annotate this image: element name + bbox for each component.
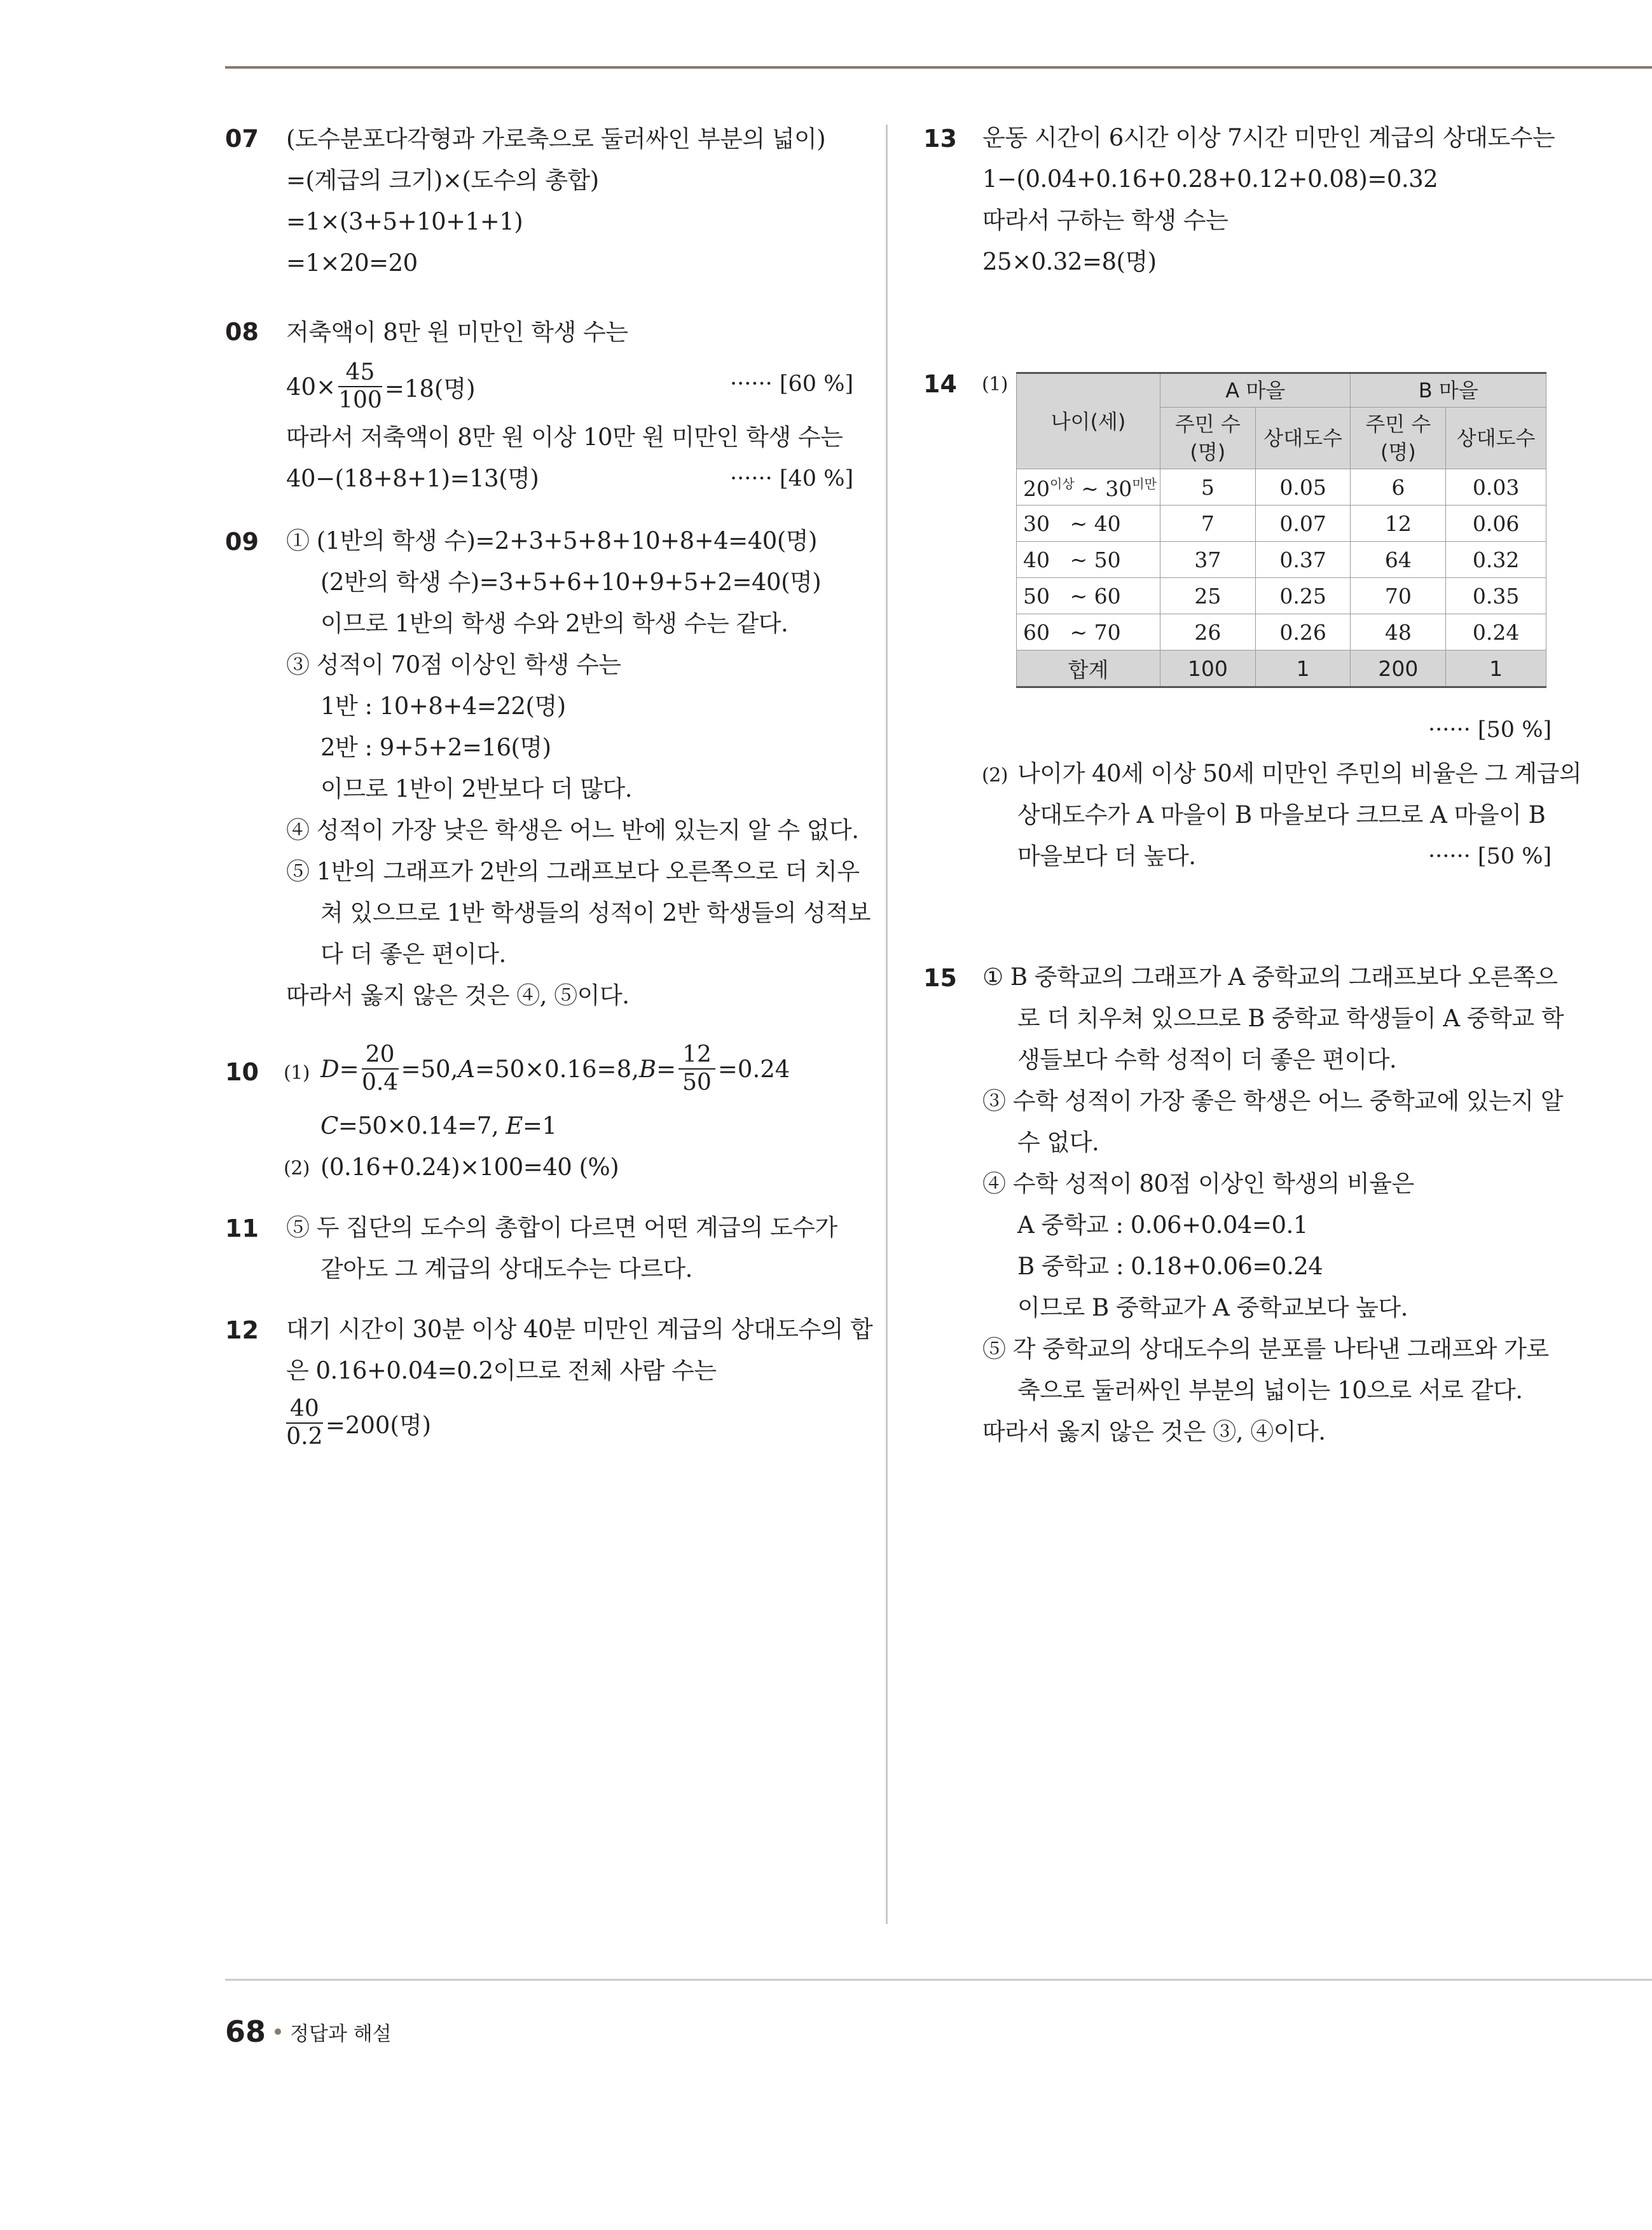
header-rel-b: 상대도수 [1446, 408, 1546, 469]
p08-line-1: 저축액이 8만 원 미만인 학생 수는 [286, 319, 628, 346]
p12-line-2: 은 0.16+0.04=0.2이므로 전체 사람 수는 [286, 1357, 717, 1384]
header-pop-b-label: 주민 수 [1365, 412, 1431, 436]
table-row [1017, 469, 1546, 506]
header-pop-a [1160, 408, 1255, 469]
total-label: 합계 [1017, 650, 1160, 687]
cell-rel-a: 0.25 [1255, 578, 1351, 614]
cell-pop-a: 7 [1160, 506, 1255, 542]
p08-frac-post: =18(명) [384, 375, 476, 403]
header-village-b: B 마을 [1351, 373, 1546, 408]
cell-pop-b: 64 [1351, 542, 1446, 578]
problem-number-08: 08 [225, 318, 259, 346]
p10-mark-1: (1) [284, 1062, 310, 1084]
p14-score-mark-2: ······ [50 %] [1428, 844, 1552, 869]
p12-frac-post: =200(명) [325, 1412, 432, 1439]
cell-pop-a: 37 [1160, 542, 1255, 578]
cell-pop-b: 6 [1351, 469, 1446, 506]
header-village-a: A 마을 [1160, 373, 1351, 408]
cell-pop-b: 12 [1351, 506, 1446, 542]
p13-line-1: 운동 시간이 6시간 이상 7시간 미만인 계급의 상대도수는 [982, 124, 1555, 151]
class-cell: 60 ~ 70 [1017, 614, 1160, 650]
p09-line-6: 2반 : 9+5+2=16(명) [320, 734, 551, 761]
cell-rel-b: 0.03 [1446, 469, 1546, 506]
p14-line-1: 나이가 40세 이상 50세 미만인 주민의 비율은 그 계급의 [1017, 760, 1582, 787]
header-rel-a: 상대도수 [1255, 408, 1351, 469]
class-sup-below: 미만 [1132, 476, 1157, 492]
problem-number-12: 12 [225, 1316, 259, 1344]
p14-mark-2: (2) [982, 764, 1008, 787]
class-lo: 20 [1023, 476, 1050, 501]
p10-var-e: E [506, 1112, 523, 1139]
p10-eq-2: = [656, 1055, 677, 1083]
p08-fraction-line [286, 359, 476, 414]
p10-frac2-num: 12 [678, 1042, 715, 1070]
p10-var-a: A [458, 1055, 476, 1083]
p15-line-10: ⑤ 각 중학교의 상대도수의 분포를 나타낸 그래프와 가로 [982, 1335, 1549, 1363]
class-cell [1017, 469, 1160, 506]
p08-line-3: 따라서 저축액이 8만 원 이상 10만 원 미만인 학생 수는 [286, 423, 843, 451]
p07-line-2: =(계급의 크기)×(도수의 총합) [286, 167, 599, 194]
problem-number-15: 15 [923, 964, 957, 992]
p08-score-mark-2: ······ [40 %] [730, 466, 854, 492]
class-cell: 50 ~ 60 [1017, 578, 1160, 614]
header-pop-a-unit: (명) [1190, 440, 1226, 464]
p15-line-8: B 중학교 : 0.18+0.06=0.24 [1017, 1253, 1323, 1280]
problem-number-14: 14 [923, 370, 957, 398]
class-cell: 30 ~ 40 [1017, 506, 1160, 542]
p15-line-4: ③ 수학 성적이 가장 좋은 학생은 어느 중학교에 있는지 알 [982, 1087, 1564, 1115]
total-pop-a: 100 [1160, 650, 1255, 687]
cell-rel-a: 0.07 [1255, 506, 1351, 542]
p10-line2-mid: =50×0.14=7, [338, 1112, 506, 1139]
p10-var-b: B [638, 1055, 657, 1083]
p13-line-3: 따라서 구하는 학생 수는 [982, 207, 1229, 234]
cell-rel-a: 0.05 [1255, 469, 1351, 506]
p15-line-1: ① B 중학교의 그래프가 A 중학교의 그래프보다 오른쪽으 [982, 963, 1558, 991]
p10-var-c: C [320, 1112, 338, 1139]
p11-line-2: 같아도 그 계급의 상대도수는 다르다. [320, 1255, 692, 1283]
table-total-row [1017, 650, 1546, 687]
p08-line-4: 40−(18+8+1)=13(명) [286, 465, 539, 492]
p14-score-mark-1: ······ [50 %] [1428, 717, 1552, 743]
p09-line-1: ① (1반의 학생 수)=2+3+5+8+10+8+4=40(명) [286, 527, 817, 554]
p14-line-3: 마을보다 더 높다. [1017, 843, 1196, 870]
p10-eq-1: = [339, 1055, 359, 1083]
p07-line-4: =1×20=20 [286, 249, 418, 277]
cell-pop-a: 5 [1160, 469, 1255, 506]
p09-line-7: 이므로 1반이 2반보다 더 많다. [320, 775, 633, 802]
p08-score-mark-1: ······ [60 %] [730, 371, 854, 397]
class-sup-above: 이상 [1050, 476, 1075, 492]
problem-number-10: 10 [225, 1058, 259, 1086]
header-pop-a-label: 주민 수 [1174, 412, 1241, 436]
p15-line-11: 축으로 둘러싸인 부분의 넓이는 10으로 서로 같다. [1017, 1377, 1523, 1404]
p10-line-1 [320, 1042, 790, 1096]
p15-line-2: 로 더 치우쳐 있으므로 B 중학교 학생들이 A 중학교 학 [1017, 1005, 1564, 1032]
p10-var-d: D [320, 1055, 340, 1083]
p12-fraction-line [284, 1396, 431, 1450]
p08-frac-pre: 40× [286, 373, 336, 401]
p14-mark-1: (1) [982, 373, 1008, 396]
p08-frac-den: 100 [338, 387, 382, 413]
p09-line-10: 쳐 있으므로 1반 학생들의 성적이 2반 학생들의 성적보 [320, 899, 871, 926]
column-divider [886, 125, 888, 1924]
p12-frac-den: 0.2 [286, 1424, 323, 1450]
table-row [1017, 614, 1546, 650]
p10-end-1: =0.24 [717, 1055, 790, 1083]
p09-line-4: ③ 성적이 70점 이상인 학생 수는 [286, 651, 621, 678]
class-mid: ~ 30 [1074, 476, 1132, 501]
p09-line-2: (2반의 학생 수)=3+5+6+10+9+5+2=40(명) [320, 568, 822, 596]
cell-pop-a: 26 [1160, 614, 1255, 650]
page-footer [225, 2014, 392, 2049]
header-pop-b [1351, 408, 1446, 469]
p13-line-4: 25×0.32=8(명) [982, 248, 1157, 275]
p15-line-3: 생들보다 수학 성적이 더 좋은 편이다. [1017, 1046, 1397, 1073]
p08-frac-num: 45 [338, 359, 382, 387]
table-row [1017, 506, 1546, 542]
p12-line-1: 대기 시간이 30분 이상 40분 미만인 계급의 상대도수의 합 [286, 1316, 873, 1343]
p15-line-9: 이므로 B 중학교가 A 중학교보다 높다. [1017, 1294, 1408, 1321]
p12-frac-num: 40 [286, 1396, 323, 1424]
problem-number-11: 11 [225, 1215, 259, 1242]
cell-rel-a: 0.37 [1255, 542, 1351, 578]
top-rule [225, 66, 1652, 69]
footer-title: 정답과 해설 [290, 2022, 392, 2046]
p10-mark-2: (2) [284, 1157, 310, 1180]
p11-line-1: ⑤ 두 집단의 도수의 총합이 다르면 어떤 계급의 도수가 [286, 1214, 837, 1241]
p14-line-2: 상대도수가 A 마을이 B 마을보다 크므로 A 마을이 B [1017, 801, 1546, 829]
header-age: 나이(세) [1017, 373, 1160, 469]
header-pop-b-unit: (명) [1380, 440, 1416, 464]
table-row [1017, 542, 1546, 578]
p10-line2-end: =1 [522, 1112, 557, 1139]
problem-number-13: 13 [923, 125, 957, 153]
p07-line-3: =1×(3+5+10+1+1) [286, 208, 523, 235]
problem-number-07: 07 [225, 125, 259, 153]
p15-line-7: A 중학교 : 0.06+0.04=0.1 [1017, 1211, 1308, 1239]
class-cell: 40 ~ 50 [1017, 542, 1160, 578]
p07-line-1: (도수분포다각형과 가로축으로 둘러싸인 부분의 넓이) [286, 125, 826, 153]
frequency-table [1016, 372, 1546, 688]
p09-line-8: ④ 성적이 가장 낮은 학생은 어느 반에 있는지 알 수 없다. [286, 816, 859, 844]
cell-rel-b: 0.35 [1446, 578, 1546, 614]
p13-line-2: 1−(0.04+0.16+0.28+0.12+0.08)=0.32 [982, 165, 1438, 193]
p10-mid-2: =50×0.16=8, [475, 1055, 639, 1083]
p10-fraction-2 [678, 1042, 715, 1096]
p09-line-12: 따라서 옳지 않은 것은 ④, ⑤이다. [286, 982, 630, 1009]
p09-line-9: ⑤ 1반의 그래프가 2반의 그래프보다 오른쪽으로 더 치우 [286, 858, 860, 885]
page-number: 68 [225, 2014, 266, 2049]
footer-rule [225, 1979, 1652, 1981]
p10-line-2 [320, 1110, 556, 1142]
cell-pop-a: 25 [1160, 578, 1255, 614]
p09-line-3: 이므로 1반의 학생 수와 2반의 학생 수는 같다. [320, 610, 788, 637]
p15-line-6: ④ 수학 성적이 80점 이상인 학생의 비율은 [982, 1170, 1414, 1197]
cell-rel-b: 0.32 [1446, 542, 1546, 578]
total-rel-b: 1 [1446, 650, 1546, 687]
total-rel-a: 1 [1255, 650, 1351, 687]
p10-fraction-1 [362, 1042, 399, 1096]
p10-mid-1: =50, [401, 1055, 458, 1083]
p15-line-12: 따라서 옳지 않은 것은 ③, ④이다. [982, 1418, 1326, 1445]
cell-rel-a: 0.26 [1255, 614, 1351, 650]
cell-rel-b: 0.24 [1446, 614, 1546, 650]
cell-rel-b: 0.06 [1446, 506, 1546, 542]
footer-bullet [275, 2028, 281, 2035]
p12-fraction [286, 1396, 323, 1450]
p09-line-5: 1반 : 10+8+4=22(명) [320, 692, 566, 720]
cell-pop-b: 48 [1351, 614, 1446, 650]
p08-fraction [338, 359, 382, 414]
table-row [1017, 578, 1546, 614]
p09-line-11: 다 더 좋은 편이다. [320, 940, 506, 968]
p10-frac1-num: 20 [362, 1042, 399, 1070]
p10-frac2-den: 50 [682, 1070, 712, 1096]
total-pop-b: 200 [1351, 650, 1446, 687]
p10-line-3: (0.16+0.24)×100=40 (%) [320, 1153, 619, 1181]
p10-frac1-den: 0.4 [361, 1070, 399, 1096]
p15-line-5: 수 없다. [1017, 1129, 1099, 1156]
cell-pop-b: 70 [1351, 578, 1446, 614]
problem-number-09: 09 [225, 528, 259, 556]
